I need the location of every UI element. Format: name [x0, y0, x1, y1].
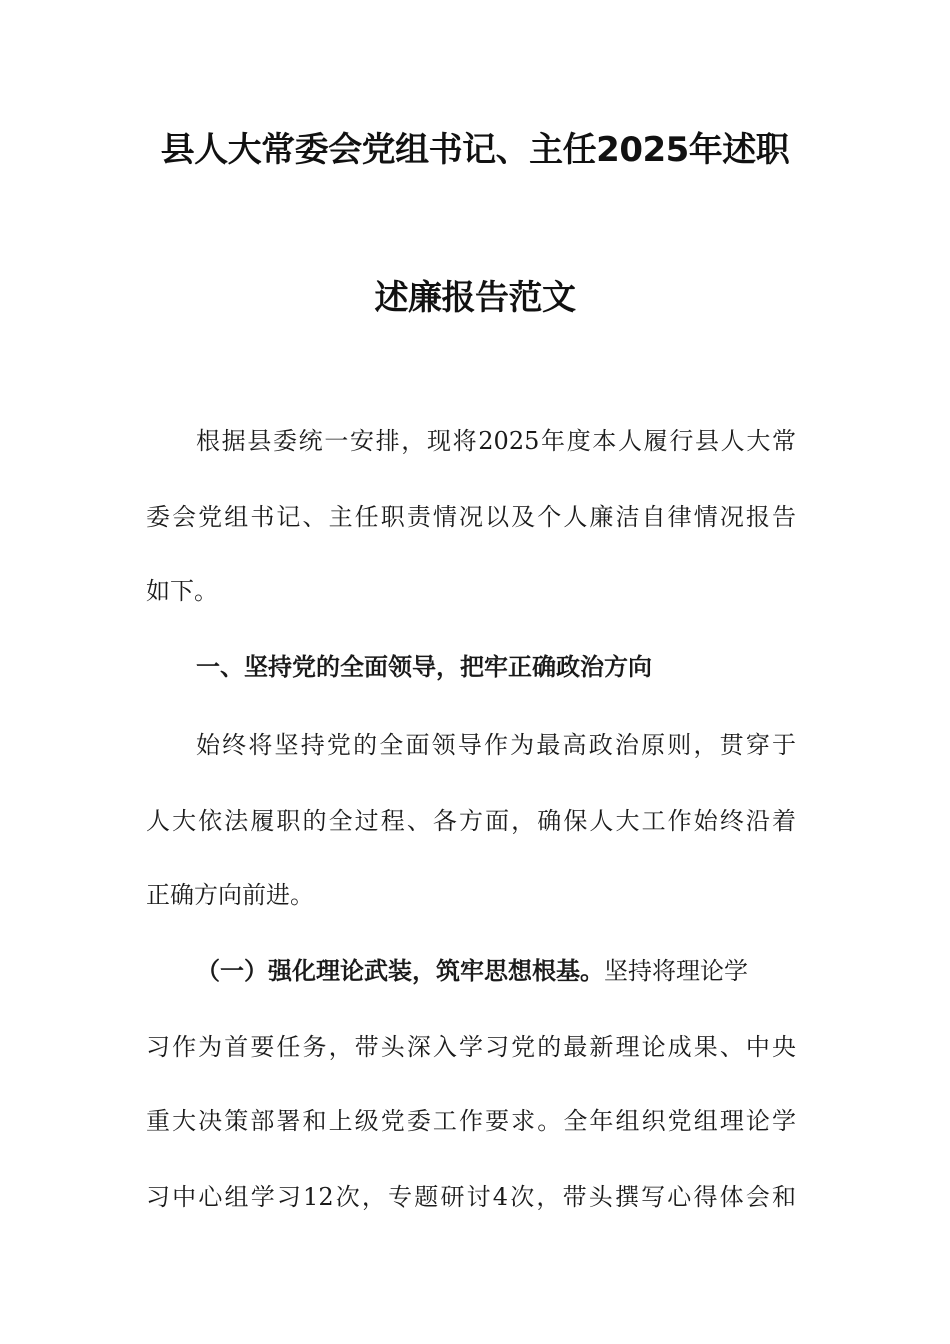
intro-line-2: 委会党组书记、主任职责情况以及个人廉洁自律情况报告	[146, 503, 796, 531]
subsection1-line-3: 重大决策部署和上级党委工作要求。全年组织党组理论学	[146, 1107, 796, 1135]
intro-line-1: 根据县委统一安排，现将2025年度本人履行县人大常	[196, 427, 796, 455]
subsection1-line-4: 习中心组学习12次，专题研讨4次，带头撰写心得体会和	[146, 1183, 796, 1211]
subsection1-line-1-rest: 坚持将理论学	[604, 957, 748, 985]
subsection1-line-2: 习作为首要任务，带头深入学习党的最新理论成果、中央	[146, 1033, 796, 1061]
subsection1-line-1	[196, 954, 796, 988]
document-title-line-1: 县人大常委会党组书记、主任2025年述职	[160, 130, 790, 170]
section1-para-line-2: 人大依法履职的全过程、各方面，确保人大工作始终沿着	[146, 807, 796, 835]
document-title-line-2: 述廉报告范文	[374, 278, 576, 318]
intro-line-3: 如下。	[146, 577, 218, 605]
section-heading-1: 一、坚持党的全面领导，把牢正确政治方向	[196, 652, 652, 681]
subsection1-heading: （一）强化理论武装，筑牢思想根基。	[196, 956, 604, 985]
section1-para-line-1: 始终将坚持党的全面领导作为最高政治原则，贯穿于	[196, 731, 796, 759]
section1-para-line-3: 正确方向前进。	[146, 881, 314, 909]
